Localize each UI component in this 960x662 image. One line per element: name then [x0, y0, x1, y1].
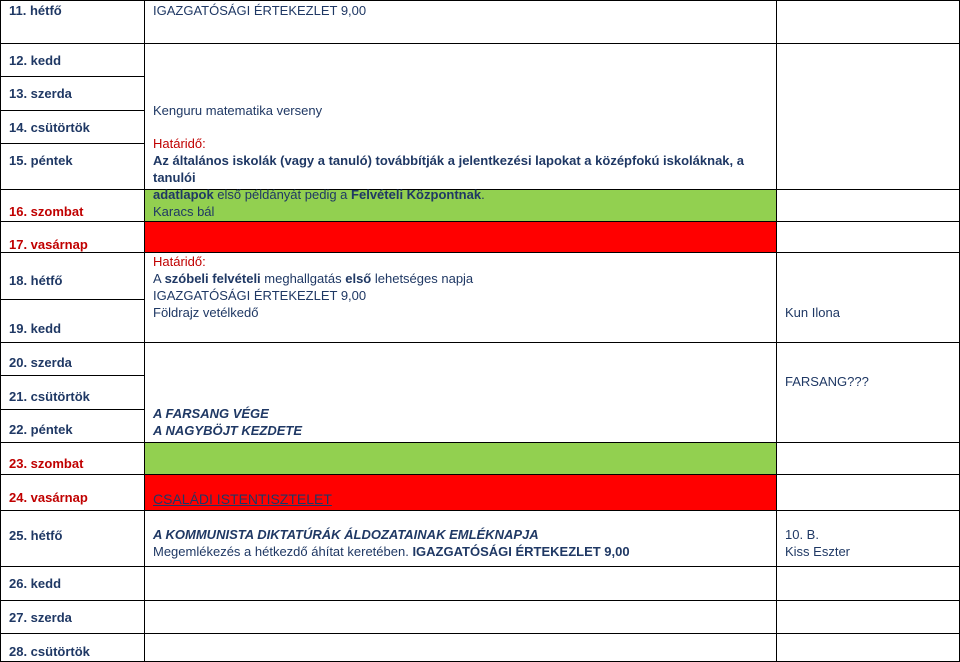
day-cell: 19. kedd	[9, 321, 62, 336]
responsible-cell: FARSANG???	[785, 374, 869, 389]
day-cell: 24. vasárnap	[9, 490, 88, 505]
day-cell: 25. hétfő	[9, 528, 63, 543]
event-cell: Kenguru matematika verseny	[153, 103, 323, 118]
day-cell: 21. csütörtök	[9, 389, 90, 404]
responsible-cell: 10. B. Kiss Eszter	[785, 527, 851, 559]
day-cell: 20. szerda	[9, 355, 72, 370]
deadline-text: Az általános iskolák (vagy a tanuló) továbbítják a jelentkezési lapokat a középfokú iskoláknak, a tanulói	[153, 153, 744, 185]
day-cell: 22. péntek	[9, 422, 73, 437]
event-cell: A FARSANG VÉGE A NAGYBÖJT KEZDETE	[153, 406, 303, 438]
event-cell: Karacs bál	[153, 204, 215, 219]
saturday-highlight	[144, 442, 776, 474]
day-cell: 14. csütörtök	[9, 120, 90, 135]
meeting-text: IGAZGATÓSÁGI ÉRTEKEZLET 9,00	[153, 288, 367, 303]
event-cell: CSALÁDI ISTENTISZTELET	[153, 491, 332, 507]
day-cell: 26. kedd	[9, 576, 62, 591]
day-cell: 18. hétfő	[9, 273, 63, 288]
sunday-highlight	[144, 221, 776, 252]
day-cell: 11. hétfő	[9, 3, 62, 18]
event-cell: Földrajz vetélkedő	[153, 305, 259, 320]
day-cell: 23. szombat	[9, 456, 84, 471]
day-cell: 12. kedd	[9, 53, 62, 68]
responsible-cell: Kun Ilona	[785, 305, 840, 320]
deadline-block	[144, 253, 776, 321]
day-cell: 16. szombat	[9, 204, 84, 219]
event-cell: IGAZGATÓSÁGI ÉRTEKEZLET 9,00	[153, 3, 367, 18]
day-cell: 28. csütörtök	[9, 644, 90, 659]
deadline-label: Határidő:	[153, 254, 206, 269]
day-cell: 17. vasárnap	[9, 237, 88, 252]
day-cell: 15. péntek	[9, 153, 73, 168]
event-cell: A KOMMUNISTA DIKTATÚRÁK ÁLDOZATAINAK EMLÉKNAPJA Megemlékezés a hétkezdő áhítat keretében. IGAZGATÓSÁGI ÉRTEKEZLET 9,00	[153, 527, 630, 559]
deadline-text: A szóbeli felvételi meghallgatás első lehetséges napja	[153, 271, 474, 286]
deadline-block	[144, 135, 776, 203]
day-cell: 27. szerda	[9, 610, 72, 625]
deadline-text-line2: adatlapok első példányát pedig a Felvételi Központnak.	[153, 187, 485, 202]
deadline-label: Határidő:	[153, 136, 206, 151]
day-cell: 13. szerda	[9, 86, 72, 101]
